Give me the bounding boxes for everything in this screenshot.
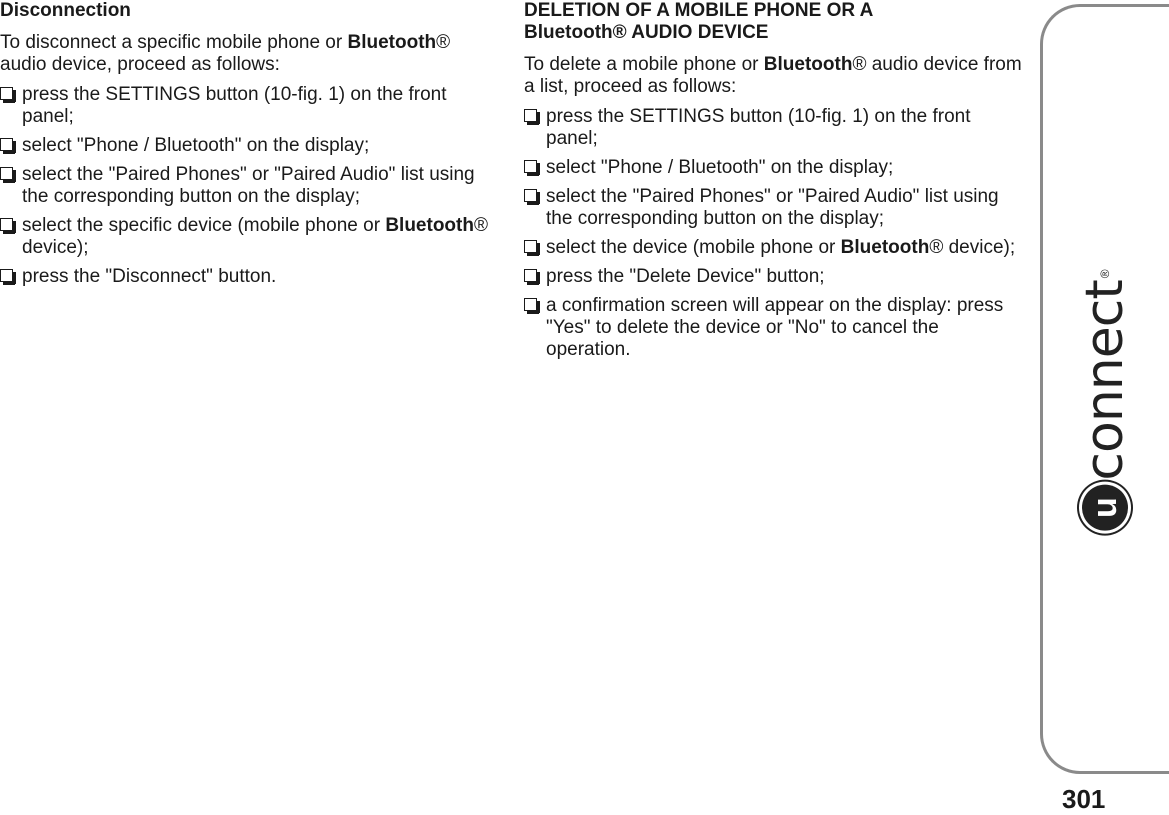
list-item (524, 266, 1024, 288)
step-text: select "Phone / Bluetooth" on the display; (22, 135, 370, 156)
list-item (0, 266, 500, 288)
intro-text: To delete a mobile phone or (524, 54, 764, 75)
section-heading: Disconnection (0, 0, 131, 21)
right-column (524, 0, 1024, 368)
step-text-end: ® device); (22, 215, 488, 258)
list-item (0, 215, 500, 259)
list-item (0, 135, 500, 157)
checkbox-bullet-icon (0, 269, 13, 282)
step-text: a confirmation screen will appear on the display: press "Yes" to delete the device or "No" to cancel the operation. (546, 295, 1004, 360)
checkbox-bullet-icon (0, 138, 13, 151)
checkbox-bullet-icon (524, 269, 537, 282)
list-item (0, 84, 500, 128)
step-text: select the "Paired Phones" or "Paired Audio" list using the corresponding button on the display; (546, 186, 999, 229)
intro-text-end: ® audio device from a list, proceed as follows: (524, 54, 1022, 97)
step-list (524, 106, 1024, 361)
step-text: press the SETTINGS button (10-fig. 1) on the front panel; (546, 106, 971, 149)
list-item (524, 157, 1024, 179)
step-list (0, 84, 500, 288)
checkbox-bullet-icon (0, 87, 13, 100)
logo-registered-mark: ® (1098, 269, 1112, 279)
intro-paragraph (524, 54, 1024, 98)
logo-text: connect (1075, 280, 1135, 481)
section-heading (524, 0, 1024, 44)
list-item (524, 106, 1024, 150)
step-text: press the SETTINGS button (10-fig. 1) on the front panel; (22, 84, 447, 127)
intro-paragraph (0, 32, 500, 76)
page-number: 301 (1062, 784, 1106, 814)
heading-line-1: DELETION OF A MOBILE PHONE OR A (524, 0, 874, 21)
step-text: select "Phone / Bluetooth" on the display; (546, 157, 894, 178)
logo-u-badge: u (1082, 485, 1128, 531)
step-text: select the device (mobile phone or (546, 237, 841, 258)
step-text-end: ® device); (929, 237, 1016, 258)
checkbox-bullet-icon (0, 167, 13, 180)
checkbox-bullet-icon (524, 298, 537, 311)
intro-bold: Bluetooth (763, 54, 853, 75)
checkbox-bullet-icon (524, 109, 537, 122)
checkbox-bullet-icon (524, 240, 537, 253)
step-bold: Bluetooth (385, 215, 474, 236)
checkbox-bullet-icon (0, 218, 13, 231)
step-text: press the "Delete Device" button; (546, 266, 825, 287)
step-text: select the specific device (mobile phone or (22, 215, 386, 236)
uconnect-logo (1075, 269, 1135, 530)
step-text: press the "Disconnect" button. (22, 266, 277, 287)
checkbox-bullet-icon (524, 189, 537, 202)
left-column (0, 0, 500, 295)
intro-text-end: ® audio device, proceed as follows: (0, 32, 451, 75)
list-item (524, 237, 1024, 259)
checkbox-bullet-icon (524, 160, 537, 173)
intro-bold: Bluetooth (347, 32, 437, 53)
list-item (0, 164, 500, 208)
intro-text: To disconnect a specific mobile phone or (0, 32, 348, 53)
list-item (524, 186, 1024, 230)
heading-line-2: Bluetooth® AUDIO DEVICE (524, 22, 769, 43)
step-bold: Bluetooth (840, 237, 930, 258)
step-text: select the "Paired Phones" or "Paired Audio" list using the corresponding button on the display; (22, 164, 475, 207)
list-item (524, 295, 1024, 361)
